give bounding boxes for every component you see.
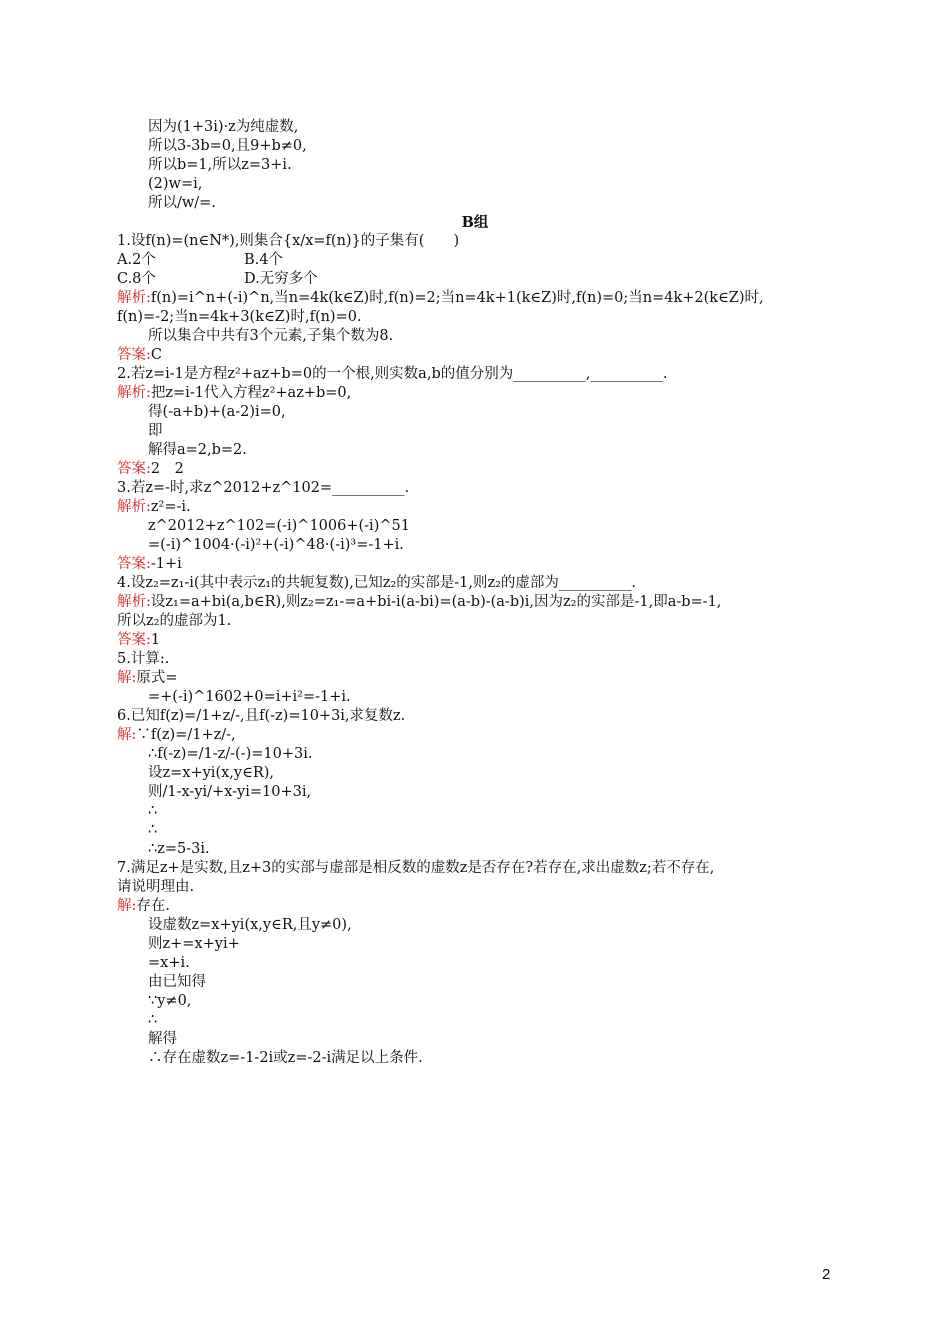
text-line: =(-i)^1004·(-i)²+(-i)^48·(-i)³=-1+i. bbox=[148, 537, 404, 553]
answer-label: 答案: bbox=[117, 632, 151, 648]
text-line: 因为(1+3i)·z为纯虚数, bbox=[148, 119, 299, 135]
solution-text: 存在. bbox=[136, 898, 170, 914]
answer-line bbox=[117, 555, 182, 574]
option-c: C.8个 bbox=[117, 271, 156, 287]
question-2: 2.若z=i-1是方程z²+az+b=0的一个根,则实数a,b的值分别为__________,__________. bbox=[117, 366, 668, 382]
text-line: =x+i. bbox=[148, 955, 190, 971]
question-4: 4.设z₂=z₁-i(其中表示z₁的共轭复数),已知z₂的实部是-1,则z₂的虚部为__________. bbox=[117, 575, 637, 591]
text-line: ∴f(-z)=/1-z/-(-)=10+3i. bbox=[148, 746, 313, 762]
question-7: 7.满足z+是实数,且z+3的实部与虚部是相反数的虚数z是否存在?若存在,求出虚数z;若不存在, bbox=[117, 860, 715, 876]
option-d: D.无穷多个 bbox=[244, 271, 318, 287]
solution-line bbox=[117, 897, 170, 916]
solution-label: 解析: bbox=[117, 385, 151, 401]
answer-line bbox=[117, 631, 160, 650]
text-line: 所以/w/=. bbox=[148, 195, 216, 211]
text-line: ∴ bbox=[148, 1012, 158, 1028]
solution-text: f(n)=i^n+(-i)^n,当n=4k(k∈Z)时,f(n)=2;当n=4k+1(k∈Z)时,f(n)=0;当n=4k+2(k∈Z)时, bbox=[150, 290, 764, 306]
text-line: z^2012+z^102=(-i)^1006+(-i)^51 bbox=[148, 518, 410, 534]
solution-text: 把z=i-1代入方程z²+az+b=0, bbox=[150, 385, 352, 401]
text-line: 所以集合中共有3个元素,子集个数为8. bbox=[148, 328, 394, 344]
solution-line bbox=[117, 498, 191, 517]
answer-text: C bbox=[150, 347, 162, 363]
page-number: 2 bbox=[822, 1266, 831, 1283]
option-a: A.2个 bbox=[117, 252, 156, 268]
solution-label: 解析: bbox=[117, 499, 151, 515]
text-line: 则/1-x-yi/+x-yi=10+3i, bbox=[148, 784, 312, 800]
text-line: 所以b=1,所以z=3+i. bbox=[148, 157, 292, 173]
answer-label: 答案: bbox=[117, 556, 151, 572]
text-line: 所以3-3b=0,且9+b≠0, bbox=[148, 138, 307, 154]
answer-text: 1 bbox=[150, 632, 161, 648]
text-line: ∴ bbox=[148, 822, 158, 838]
text-line: 则z+=x+yi+ bbox=[148, 936, 240, 952]
text-line: ∵y≠0, bbox=[148, 993, 192, 1009]
solution-line bbox=[117, 593, 721, 612]
option-b: B.4个 bbox=[244, 252, 283, 268]
question-5: 5.计算:. bbox=[117, 651, 170, 667]
solution-text: 原式= bbox=[136, 670, 178, 686]
section-heading: B组 bbox=[461, 214, 489, 231]
solution-text: z²=-i. bbox=[150, 499, 191, 515]
text-line: (2)w=i, bbox=[148, 176, 203, 192]
answer-text: -1+i bbox=[150, 556, 182, 572]
question-3: 3.若z=-时,求z^2012+z^102=__________. bbox=[117, 480, 410, 496]
question-1: 1.设f(n)=(n∈N*),则集合{x/x=f(n)}的子集有( ) bbox=[117, 233, 460, 249]
answer-label: 答案: bbox=[117, 461, 151, 477]
solution-text: ∵f(z)=/1+z/-, bbox=[136, 727, 236, 743]
text-line: 所以z₂的虚部为1. bbox=[117, 613, 232, 629]
solution-text: 设z₁=a+bi(a,b∈R),则z₂=z₁-=a+bi-i(a-bi)=(a-b)-(a-b)i,因为z₂的实部是-1,即a-b=-1, bbox=[150, 594, 722, 610]
text-line: f(n)=-2;当n=4k+3(k∈Z)时,f(n)=0. bbox=[117, 309, 362, 325]
text-line: 得(-a+b)+(a-2)i=0, bbox=[148, 404, 286, 420]
answer-line bbox=[117, 346, 162, 365]
answer-text: 2 2 bbox=[150, 461, 184, 477]
solution-label: 解析: bbox=[117, 594, 151, 610]
text-line: 设虚数z=x+yi(x,y∈R,且y≠0), bbox=[148, 917, 352, 933]
solution-line bbox=[117, 726, 236, 745]
text-line: 解得a=2,b=2. bbox=[148, 442, 247, 458]
solution-label: 解: bbox=[117, 727, 137, 743]
text-line: 解得 bbox=[148, 1031, 177, 1047]
text-line: ∴ bbox=[148, 803, 158, 819]
text-line: ∴z=5-3i. bbox=[148, 841, 210, 857]
solution-label: 解析: bbox=[117, 290, 151, 306]
text-line: 设z=x+yi(x,y∈R), bbox=[148, 765, 274, 781]
solution-line bbox=[117, 669, 178, 688]
text-line: 即 bbox=[148, 423, 163, 439]
text-line: 由已知得 bbox=[148, 974, 206, 990]
text-line: 请说明理由. bbox=[117, 879, 195, 895]
answer-label: 答案: bbox=[117, 347, 151, 363]
text-line: =+(-i)^1602+0=i+i²=-1+i. bbox=[148, 689, 351, 705]
question-6: 6.已知f(z)=/1+z/-,且f(-z)=10+3i,求复数z. bbox=[117, 708, 406, 724]
solution-line bbox=[117, 289, 764, 308]
solution-label: 解: bbox=[117, 670, 137, 686]
answer-line bbox=[117, 460, 184, 479]
text-line: ∴存在虚数z=-1-2i或z=-2-i满足以上条件. bbox=[148, 1050, 423, 1066]
solution-line bbox=[117, 384, 351, 403]
solution-label: 解: bbox=[117, 898, 137, 914]
